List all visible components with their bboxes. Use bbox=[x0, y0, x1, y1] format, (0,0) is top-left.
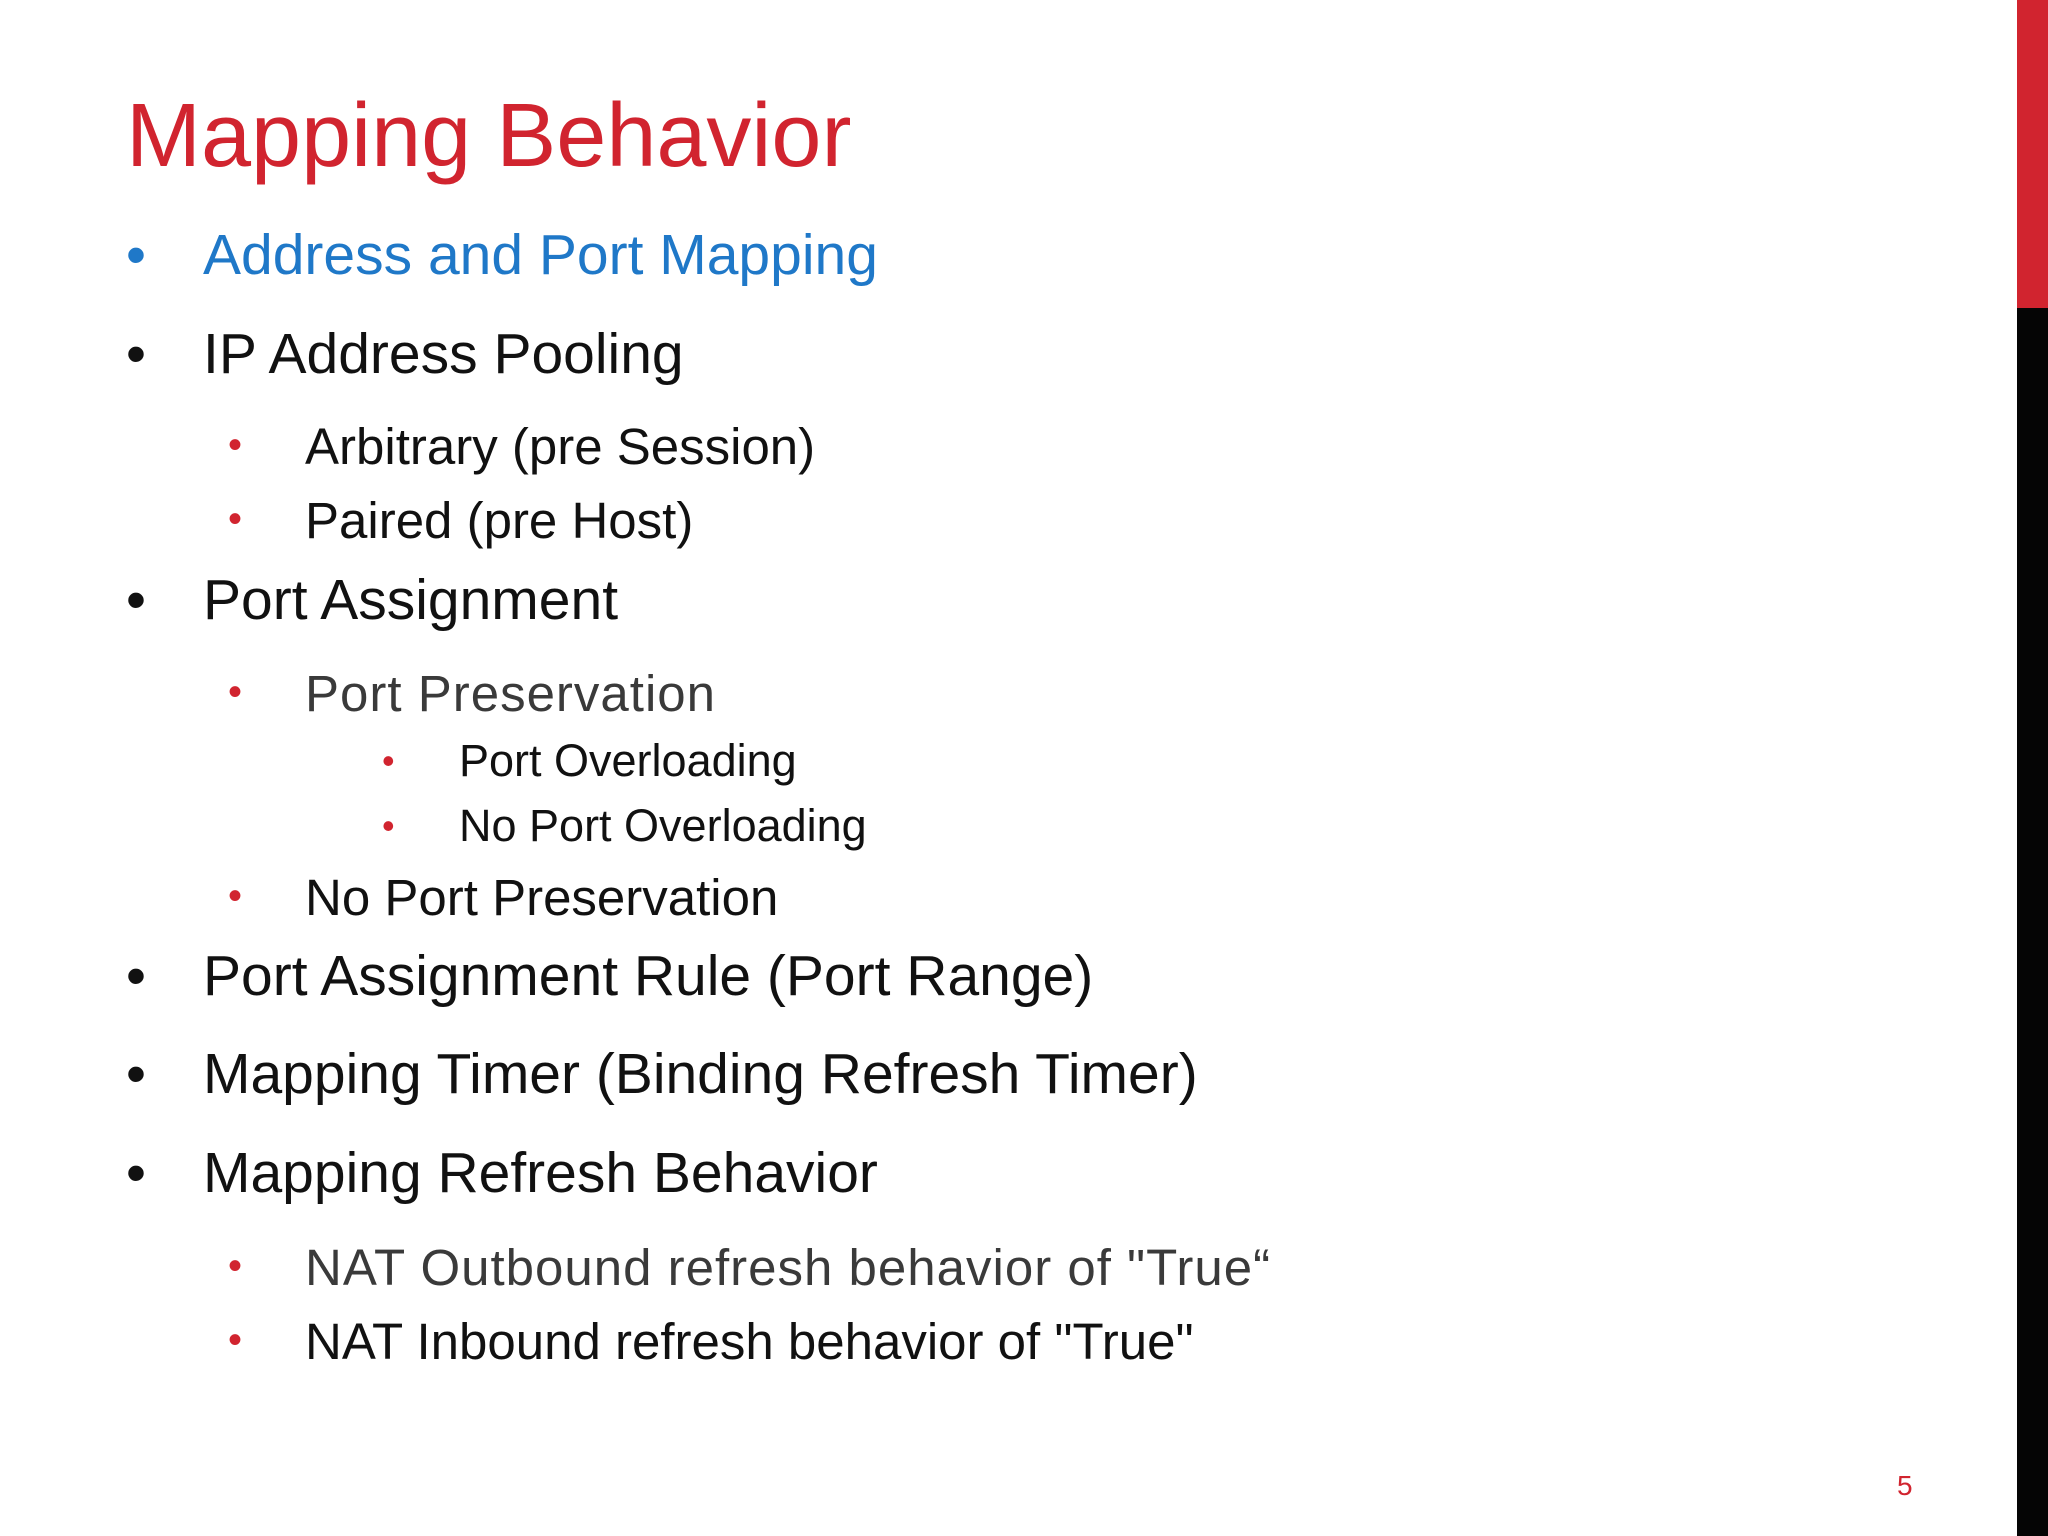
bullet-text: Port Overloading bbox=[459, 735, 797, 786]
bullet-text: Port Assignment Rule (Port Range) bbox=[203, 944, 1094, 1008]
bullet-icon: • bbox=[228, 497, 243, 541]
bullet-text: Paired (pre Host) bbox=[305, 492, 694, 549]
bullet-icon: • bbox=[382, 805, 395, 846]
bullet-text: NAT Inbound refresh behavior of "True" bbox=[305, 1313, 1194, 1370]
bullet-icon: • bbox=[126, 568, 146, 632]
bullet-text: Mapping Timer (Binding Refresh Timer) bbox=[203, 1042, 1198, 1106]
bullet-text: Arbitrary (pre Session) bbox=[305, 418, 816, 475]
page-number: 5 bbox=[1897, 1470, 1913, 1501]
bullet-icon: • bbox=[126, 223, 146, 287]
bullet-icon: • bbox=[228, 423, 243, 467]
bullet-text: No Port Overloading bbox=[459, 800, 867, 851]
bullet-icon: • bbox=[228, 1318, 243, 1362]
bullet-icon: • bbox=[228, 670, 243, 714]
bullet-text: Mapping Refresh Behavior bbox=[203, 1141, 878, 1205]
bullet-icon: • bbox=[126, 322, 146, 386]
bullet-icon: • bbox=[382, 740, 395, 781]
accent-bar-black bbox=[2017, 308, 2048, 1536]
bullet-icon: • bbox=[228, 874, 243, 918]
bullet-text: Address and Port Mapping bbox=[203, 223, 878, 287]
accent-bar-red bbox=[2017, 0, 2048, 308]
bullet-text: NAT Outbound refresh behavior of "True“ bbox=[305, 1239, 1272, 1296]
bullet-icon: • bbox=[126, 1042, 146, 1106]
bullet-text: Port Preservation bbox=[305, 665, 717, 722]
bullet-text: IP Address Pooling bbox=[203, 322, 684, 386]
bullet-icon: • bbox=[126, 944, 146, 1008]
bullet-icon: • bbox=[126, 1141, 146, 1205]
slide-title: Mapping Behavior bbox=[126, 86, 852, 186]
bullet-text: Port Assignment bbox=[203, 568, 619, 632]
bullet-text: No Port Preservation bbox=[305, 869, 779, 926]
bullet-icon: • bbox=[228, 1244, 243, 1288]
